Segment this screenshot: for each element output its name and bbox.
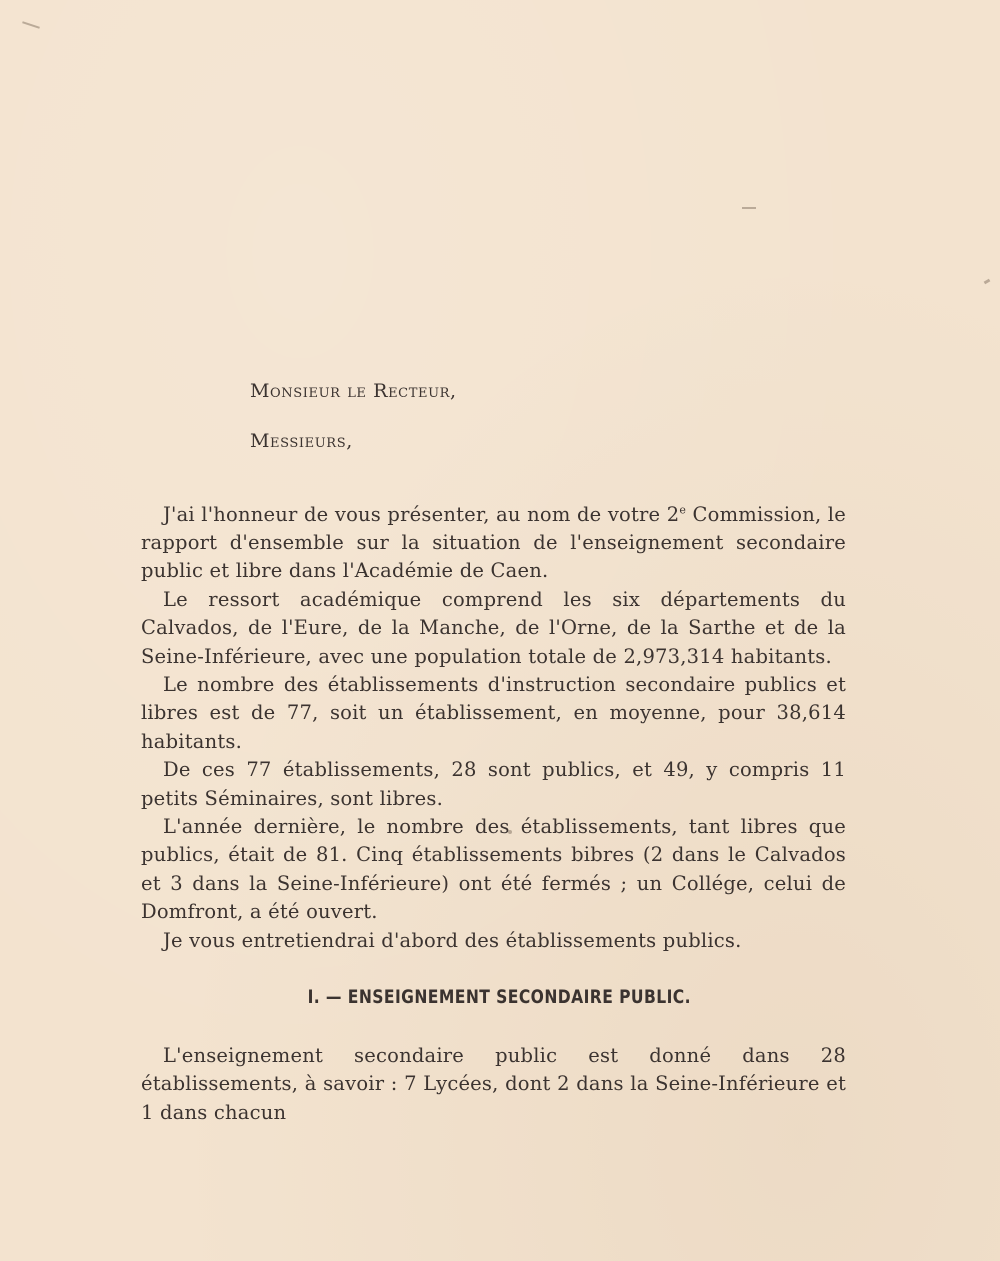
body-text (141, 496, 846, 955)
paragraph-5: L'année dernière, le nombre des établissements, tant libres que publics, était de 81. Cinq établissements bibres (2 dans le Calvados et 3 dans la Seine-Inférieure) ont été fermés ; un Collége, celui de Domfront, a été ouvert. (141, 814, 846, 924)
paragraph-2: Le ressort académique comprend les six départements du Calvados, de l'Eure, de la Manche, de l'Orne, de la Sarthe et de la Seine-Inférieure, avec une population totale de 2,973,314 habitants. (141, 587, 846, 668)
body-text-continued (141, 1042, 846, 1127)
paper-mark (22, 21, 40, 28)
paper-mark (742, 207, 756, 209)
paragraph-7: L'enseignement secondaire public est donné dans 28 établissements, à savoir : 7 Lycées, dont 2 dans la Seine-Inférieure et 1 dans chacun (141, 1044, 846, 1124)
ordinal-suffix: e (679, 503, 687, 516)
paragraph-1-text: J'ai l'honneur de vous présenter, au nom de votre 2e Commission, le rapport d'ensemble sur la situation de l'enseignement secondaire public et libre dans l'Académie de Caen. (141, 502, 846, 583)
paragraph-1 (141, 496, 846, 586)
section-heading: I. — ENSEIGNEMENT SECONDAIRE PUBLIC. (307, 986, 691, 1008)
paper-mark (984, 279, 991, 285)
paragraph-6: Je vous entretiendrai d'abord des établissements publics. (163, 928, 742, 952)
salutation-line-2: Messieurs, (250, 430, 353, 452)
salutation-line-1: Monsieur le Recteur, (250, 380, 457, 402)
paragraph-4: De ces 77 établissements, 28 sont publics, et 49, y compris 11 petits Séminaires, sont libres. (141, 758, 846, 810)
paragraph-3: Le nombre des établissements d'instruction secondaire publics et libres est de 77, soit un établissement, en moyenne, pour 38,614 habitants. (141, 672, 846, 753)
